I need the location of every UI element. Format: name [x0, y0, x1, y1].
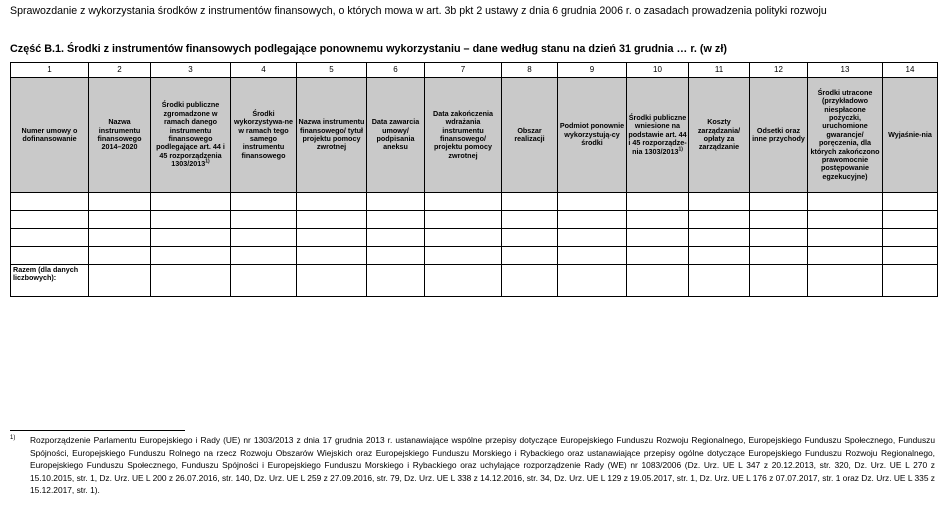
table-cell[interactable] [558, 229, 627, 247]
column-header-text: Nazwa instrumentu finansowego 2014–2020 [97, 117, 142, 152]
column-number: 9 [558, 63, 627, 78]
table-cell[interactable] [808, 229, 883, 247]
column-number: 6 [367, 63, 425, 78]
column-header [558, 78, 627, 193]
column-header [231, 78, 297, 193]
table-body [11, 63, 938, 297]
table-cell[interactable] [627, 229, 689, 247]
table-cell[interactable] [558, 193, 627, 211]
table-cell[interactable] [151, 229, 231, 247]
table-cell[interactable] [11, 229, 89, 247]
table-cell[interactable] [689, 193, 750, 211]
table-cell[interactable] [689, 265, 750, 297]
table-cell[interactable] [151, 193, 231, 211]
column-header-text: Data zawarcia umowy/ podpisania aneksu [371, 117, 420, 152]
table-cell[interactable] [627, 193, 689, 211]
footnote-ref: 1) [205, 158, 210, 165]
table-cell[interactable] [502, 229, 558, 247]
table-cell[interactable] [502, 265, 558, 297]
table-cell[interactable] [11, 211, 89, 229]
report-intro: Sprawozdanie z wykorzystania środków z instrumentów finansowych, o których mowa w art. 3b pkt 2 ustawy z dnia 6 grudnia 2006 r. o zasadach prowadzenia polityki rozwoju [10, 5, 827, 17]
table-cell[interactable] [808, 247, 883, 265]
column-header [425, 78, 502, 193]
column-header-text: Data zakończenia wdrażania instrumentu finansowego/ projektu pomocy zwrotnej [433, 108, 493, 160]
table-cell[interactable] [750, 211, 808, 229]
table-cell[interactable] [151, 265, 231, 297]
table-cell[interactable] [425, 229, 502, 247]
column-number: 1 [11, 63, 89, 78]
column-header [627, 78, 689, 193]
table-cell[interactable] [89, 247, 151, 265]
column-header-text: Numer umowy o dofinansowanie [21, 125, 78, 143]
column-header [883, 78, 938, 193]
column-header [89, 78, 151, 193]
table-cell[interactable] [367, 247, 425, 265]
column-header-text: Koszty zarządzania/ opłaty za zarządzanie [697, 117, 741, 152]
column-header-text: Podmiot ponownie wykorzystują-cy środki [559, 121, 625, 148]
table-row [11, 211, 938, 229]
table-cell[interactable] [808, 211, 883, 229]
table-row [11, 193, 938, 211]
column-number: 12 [750, 63, 808, 78]
table-cell[interactable] [297, 193, 367, 211]
table-cell[interactable] [367, 229, 425, 247]
column-header [502, 78, 558, 193]
table-cell[interactable] [367, 193, 425, 211]
table-cell[interactable] [231, 247, 297, 265]
table-cell[interactable] [558, 247, 627, 265]
column-header [750, 78, 808, 193]
table-cell[interactable] [297, 229, 367, 247]
table-cell[interactable] [89, 193, 151, 211]
column-header [151, 78, 231, 193]
reuse-funds-table [10, 62, 938, 297]
section-title: Część B.1. Środki z instrumentów finansowych podlegające ponownemu wykorzystaniu – dane według stanu na dzień 31 grudnia … r. (w zł) [10, 43, 727, 55]
table-cell[interactable] [750, 193, 808, 211]
table-cell[interactable] [502, 211, 558, 229]
table-cell[interactable] [11, 193, 89, 211]
table-cell[interactable] [297, 211, 367, 229]
column-header-text: Środki publiczne zgromadzone w ramach danego instrumentu finansowego podlegające art. 44 i 45 rozporządzenia 1303/2013 [156, 100, 225, 169]
column-number: 4 [231, 63, 297, 78]
footnote-ref: 1) [678, 146, 683, 153]
column-number: 7 [425, 63, 502, 78]
column-header-text: Środki utracone (przykładowo niespłacone pożyczki, uruchomione gwarancje/ poręczenia, dla których zakończono prawomocnie postępowanie egzekucyjne) [810, 87, 880, 181]
column-number: 13 [808, 63, 883, 78]
total-row [11, 265, 938, 297]
table-cell[interactable] [231, 211, 297, 229]
column-header-text: Środki wykorzystywa-ne w ramach tego samego instrumentu finansowego [233, 108, 294, 160]
column-header-text: Nazwa instrumentu finansowego/ tytuł projektu pomocy zwrotnej [298, 117, 365, 152]
column-header-text: Odsetki oraz inne przychody [752, 125, 805, 143]
table-cell[interactable] [151, 211, 231, 229]
table-row [11, 229, 938, 247]
table-cell[interactable] [883, 265, 938, 297]
column-number: 2 [89, 63, 151, 78]
table-cell[interactable] [425, 247, 502, 265]
table-cell[interactable] [883, 211, 938, 229]
table-cell[interactable] [425, 193, 502, 211]
table-cell[interactable] [627, 265, 689, 297]
table-cell[interactable] [750, 265, 808, 297]
footnote [10, 434, 935, 497]
table-cell[interactable] [89, 265, 151, 297]
table-cell[interactable] [750, 247, 808, 265]
column-header [689, 78, 750, 193]
table-row [11, 247, 938, 265]
table-cell[interactable] [883, 247, 938, 265]
table-cell[interactable] [627, 211, 689, 229]
column-header [11, 78, 89, 193]
column-number: 14 [883, 63, 938, 78]
footnote-separator [10, 430, 185, 431]
column-header-row [11, 78, 938, 193]
table-cell[interactable] [558, 211, 627, 229]
column-header [808, 78, 883, 193]
table-cell[interactable] [11, 247, 89, 265]
footnote-marker: 1) [10, 435, 16, 441]
table-cell[interactable] [627, 247, 689, 265]
table-cell[interactable] [425, 211, 502, 229]
table-cell[interactable] [367, 265, 425, 297]
table-cell[interactable] [808, 193, 883, 211]
column-number: 3 [151, 63, 231, 78]
table-cell[interactable] [297, 247, 367, 265]
table-cell[interactable] [689, 247, 750, 265]
table-cell[interactable] [231, 193, 297, 211]
table-cell[interactable] [883, 193, 938, 211]
table-cell[interactable] [689, 229, 750, 247]
table-cell[interactable] [750, 229, 808, 247]
column-number: 11 [689, 63, 750, 78]
total-label: Razem (dla danych liczbowych): [11, 265, 89, 297]
table-cell[interactable] [883, 229, 938, 247]
column-number: 10 [627, 63, 689, 78]
footnote-text: Rozporządzenie Parlamentu Europejskiego i Rady (UE) nr 1303/2013 z dnia 17 grudnia 2013 r. ustanawiające wspólne przepisy dotyczące Europejskiego Funduszu Rozwoju Regionalnego, Europejskiego Funduszu Społecznego, Funduszu Spójności, Europejskiego Funduszu Rolnego na rzecz Rozwoju Obszarów Wiejskich oraz Europejskiego Funduszu Morskiego i Rybackiego oraz ustanawiające przepisy ogólne dotyczące Europejskiego Funduszu Rozwoju Regionalnego, Europejskiego Funduszu Społecznego, Funduszu Spójności i Europejskiego Funduszu Morskiego i Rybackiego oraz uchylające rozporządzenie Rady (WE) nr 1083/2006 (Dz. Urz. UE L 347 z 20.12.2013, str. 320, Dz. Urz. UE L 270 z 15.10.2015, str. 1, Dz. Urz. UE L 200 z 26.07.2016, str. 140, Dz. Urz. UE L 259 z 27.09.2016, str. 79, Dz. Urz. UE L 338 z 14.12.2016, str. 34, Dz. Urz. UE L 129 z 19.05.2017, str. 1, Dz. Urz. UE L 176 z 07.07.2017, str. 1 oraz Dz. Urz. UE L 335 z 15.12.2017, str. 1). [30, 435, 935, 495]
table-cell[interactable] [297, 265, 367, 297]
column-header-text: Wyjaśnie-nia [888, 129, 932, 139]
column-number: 8 [502, 63, 558, 78]
table-cell[interactable] [502, 193, 558, 211]
column-header [297, 78, 367, 193]
column-number-row [11, 63, 938, 78]
column-header-text: Środki publiczne wniesione na podstawie art. 44 i 45 rozporządze-nia 1303/2013 [628, 112, 687, 156]
column-number: 5 [297, 63, 367, 78]
table-cell[interactable] [558, 265, 627, 297]
table-cell[interactable] [689, 211, 750, 229]
table-cell[interactable] [367, 211, 425, 229]
column-header [367, 78, 425, 193]
table-cell[interactable] [151, 247, 231, 265]
table-cell[interactable] [89, 229, 151, 247]
table-cell[interactable] [89, 211, 151, 229]
table-cell[interactable] [502, 247, 558, 265]
table-cell[interactable] [231, 265, 297, 297]
table-cell[interactable] [231, 229, 297, 247]
table-cell[interactable] [425, 265, 502, 297]
column-header-text: Obszar realizacji [514, 125, 545, 143]
table-cell[interactable] [808, 265, 883, 297]
